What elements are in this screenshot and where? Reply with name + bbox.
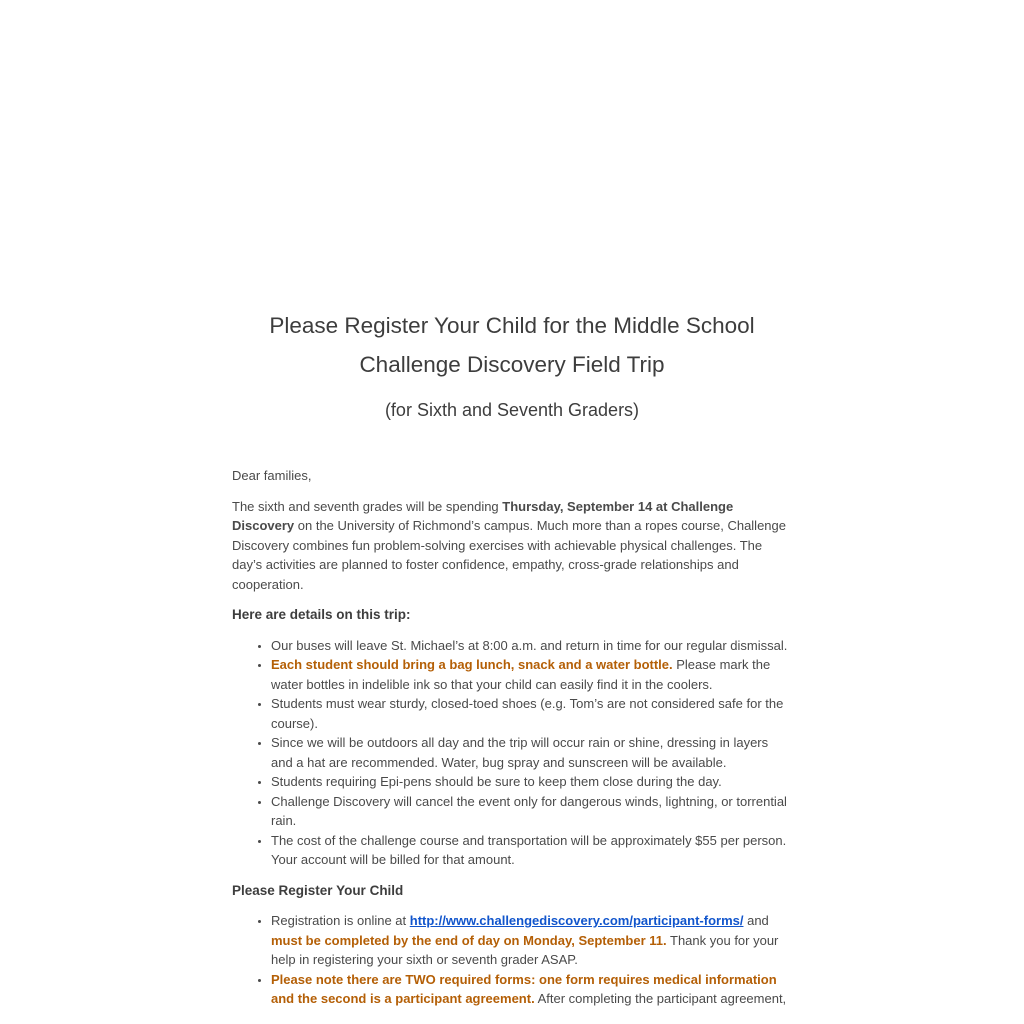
text-segment: Students requiring Epi-pens should be sure to keep them close during the day.	[271, 774, 722, 789]
text-segment: Students must wear sturdy, closed-toed shoes (e.g. Tom’s are not considered safe for the course).	[271, 696, 784, 731]
text-segment: Please mark the water bottles in indelible ink so that your child can easily find it in the coolers.	[271, 657, 771, 692]
text-segment: Our buses will leave St. Michael’s at 8:00 a.m. and return in time for our regular dismissal.	[271, 637, 788, 653]
bullet-item	[271, 772, 792, 792]
bullet-item	[271, 792, 792, 831]
intro-paragraph	[232, 497, 792, 595]
details-list	[232, 636, 792, 870]
bullet-item	[271, 694, 792, 733]
document-body	[232, 466, 792, 1009]
register-heading	[232, 881, 792, 901]
bullet-item	[271, 733, 792, 772]
bullet-item	[271, 831, 792, 870]
text-segment: Since we will be outdoors all day and the trip will occur rain or shine, dressing in layers and a hat are recommended. Water, bug spray and sunscreen will be available.	[271, 735, 769, 770]
participant-forms-link[interactable]: http://www.challengediscovery.com/participant-forms/	[409, 913, 744, 928]
text-segment: must be completed by the end of day on Monday, September 11.	[271, 932, 667, 948]
text-segment: Thank you for your help in registering your sixth or seventh grader ASAP.	[271, 932, 779, 967]
bullet-item	[271, 970, 792, 1009]
text-segment: Please note there are TWO required forms: one form requires medical information and the second is a participant agreement.	[271, 971, 777, 1006]
title-line-1: Please Register Your Child for the Middle School	[269, 313, 755, 338]
text-segment: Registration is online at	[271, 913, 410, 928]
text-segment: on the University of Richmond’s campus. Much more than a ropes course, Challenge Discovery combines fun problem-solving exercises with achievable physical challenges. The day’s activities are planned to foster confidence, empathy, cross-grade relationships and cooperation.	[232, 518, 786, 592]
document-title	[232, 306, 792, 384]
text-segment: Here are details on this trip:	[232, 607, 411, 622]
text-segment: Please Register Your Child	[232, 882, 404, 898]
bullet-item	[271, 911, 792, 970]
greeting	[232, 466, 792, 486]
text-segment: Dear families,	[232, 468, 312, 483]
text-segment: Each student should bring a bag lunch, snack and a water bottle.	[271, 657, 673, 672]
text-segment: After completing the participant agreement,	[534, 991, 787, 1006]
text-segment: and	[743, 913, 769, 928]
text-segment: The cost of the challenge course and transportation will be approximately $55 per person. Your account will be billed for that amount.	[271, 832, 787, 867]
register-list	[232, 911, 792, 1009]
text-segment: The sixth and seventh grades will be spending	[232, 498, 503, 514]
title-line-2: Challenge Discovery Field Trip	[359, 352, 665, 377]
document-page	[232, 0, 792, 1009]
text-segment: Thursday, September 14 at Challenge Discovery	[232, 498, 734, 533]
bullet-item	[271, 636, 792, 656]
details-heading	[232, 605, 792, 625]
bullet-item	[271, 655, 792, 694]
text-segment: Challenge Discovery will cancel the event only for dangerous winds, lightning, or torrential rain.	[271, 793, 787, 828]
document-subtitle: (for Sixth and Seventh Graders)	[384, 400, 640, 420]
